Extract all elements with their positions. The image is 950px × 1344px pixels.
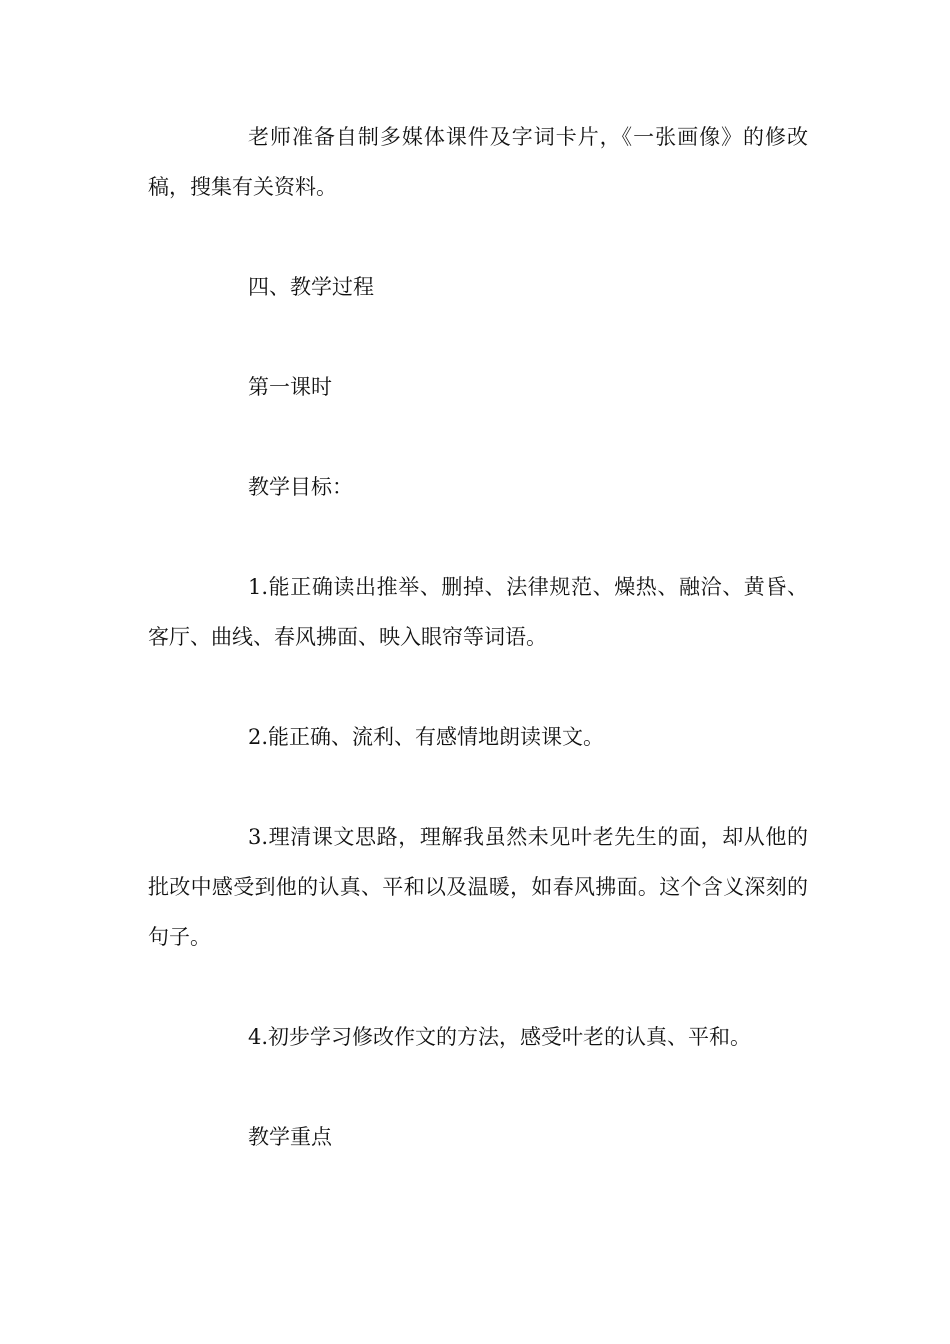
heading-teaching-goals: 教学目标： [248, 475, 353, 499]
paragraph-materials: 老师准备自制多媒体课件及字词卡片，《一张画像》的修改稿，搜集有关资料。 [148, 125, 808, 199]
heading-first-lesson: 第一课时 [248, 375, 332, 399]
goal-item-2: 2.能正确、流利、有感情地朗读课文。 [248, 725, 605, 749]
goal-item-3: 3.理清课文思路，理解我虽然未见叶老先生的面，却从他的批改中感受到他的认真、平和以及温暖，如春风拂面。这个含义深刻的句子。 [148, 825, 808, 949]
heading-teaching-process: 四、教学过程 [248, 275, 374, 299]
goal-item-1: 1.能正确读出推举、删掉、法律规范、燥热、融洽、黄昏、客厅、曲线、春风拂面、映入眼帘等词语。 [148, 575, 808, 649]
heading-teaching-focus: 教学重点 [248, 1125, 332, 1149]
goal-item-4: 4.初步学习修改作文的方法，感受叶老的认真、平和。 [248, 1025, 752, 1049]
